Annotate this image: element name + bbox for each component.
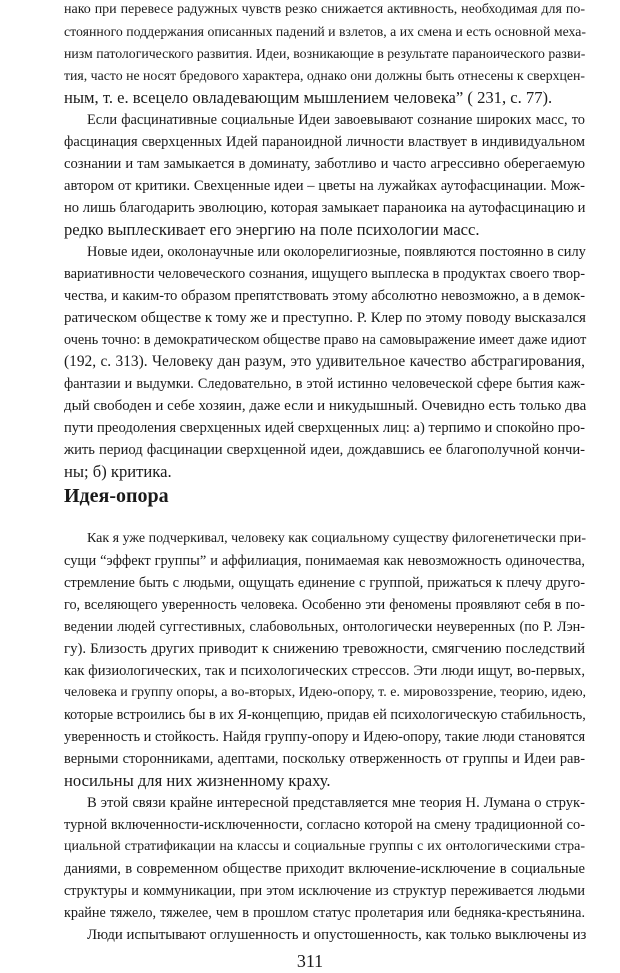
text-line: стремление быть с людьми, ощущать единение с группой, прижаться к плечу друго-: [64, 575, 585, 591]
text-line: (192, с. 313). Человеку дан разум, это удивительное качество абстрагирования,: [64, 353, 585, 370]
text-line: но лишь благодарить эволюцию, которая замыкает параноика на аутофасцинацию и: [64, 200, 586, 216]
text-line: ведении людей суггестивных, слабовольных, онтологически неуверенных (по Р. Лэн-: [64, 619, 585, 635]
text-line: нако при перевесе радужных чувств резко снижается активность, необходимая для по-: [64, 2, 585, 17]
text-line: редко выплескивает его энергию на поле психологии масс.: [64, 220, 480, 239]
text-line: сознании и там замыкается в доминату, заботливо и часто агрессивно оберегаемую: [64, 156, 585, 172]
text-line: очень точно: в демократическом обществе право на самовыражение имеет даже идиот: [64, 332, 587, 348]
text-line: гу). Близость других приводит к снижению тревожности, смягчению последствий: [64, 641, 585, 657]
text-line: даниями, в современном обществе приходит включение-исключение в социальные: [64, 861, 585, 877]
text-line: сущи “эффект группы” и аффилиация, понимаемая как невозможность одиночества,: [64, 553, 585, 569]
text-line: Новые идеи, околонаучные или околорелигиозные, появляются постоянно в силу: [87, 244, 586, 260]
text-line: Люди испытывают оглушенность и опустошенность, как только выключены из: [87, 927, 587, 943]
text-line: дый свободен и себе хозяин, даже если и никудышный. Очевидно есть только два: [64, 398, 587, 414]
text-line: человека и группу опоры, а во-вторых, Идею-опору, т. е. мировоззрение, теорию, идею,: [64, 685, 587, 700]
text-line: ратическом обществе к тому же и преступно. Р. Клер по этому поводу высказался: [64, 310, 586, 326]
text-line: как физиологических, так и психологических стрессов. Эти люди ищут, во-первых,: [64, 663, 585, 679]
text-line: тия, часто не носят бредового характера, однако они должны быть отнесены к сверхцен-: [64, 68, 585, 83]
text-line: ны; б) критика.: [64, 462, 172, 481]
text-line: структуры и коммуникации, при этом исключение из структур переживается людьми: [64, 883, 585, 899]
text-line: турной включенности-исключенности, согласно которой на смену традиционной со-: [64, 817, 585, 833]
text-line: автором от критики. Свехценные идеи – цветы на лужайках аутофасцинации. Мож-: [64, 178, 585, 194]
text-line: Как я уже подчеркивал, человеку как социальному существу филогенетически при-: [87, 531, 587, 546]
text-line: стоянного поддержания описанных падений и взлетов, а их смена и есть основной меха-: [64, 24, 586, 39]
text-line: чества, и каким-то образом препятствовать этому абсолютно невозможно, а в демок-: [64, 288, 585, 304]
text-line: пути преодоления сверхценных идей сверхценных лиц: а) терпимо и спокойно про-: [64, 420, 585, 436]
text-line: которые встроились бы в их Я-концепцию, придав ей психологическую стабильность,: [64, 707, 586, 723]
text-line: носильны для них жизненному краху.: [64, 771, 331, 790]
text-line: фантазии и выдумки. Следовательно, в этой истинно человеческой сфере бытия каж-: [64, 376, 585, 392]
text-line: фасцинация сверхценных Идей параноидной личности властвует в индивидуальном: [64, 134, 585, 150]
text-line: го, вселяющего уверенность человека. Особенно эти феномены проявляют себя в по-: [64, 597, 585, 613]
text-line: В этой связи крайне интересной представляется мне теория Н. Лумана о струк-: [87, 795, 585, 811]
text-line: низм патологического развития. Идеи, возникающие в результате параноического разви-: [64, 46, 586, 61]
text-line: циальной стратификации на классы и социальные группы с их онтологическими стра-: [64, 839, 585, 854]
text-line: уверенность и стойкость. Найдя группу-опору и Идею-опору, такие люди становятся: [64, 729, 586, 745]
page-number: 311: [296, 951, 324, 971]
text-line: жить период фасцинации сверхценной идеи, дождавшись ее благополучной кончи-: [64, 442, 585, 458]
text-line: крайне тяжело, тяжелее, чем в прошлом статус пролетария или бедняка-крестьянина.: [64, 905, 585, 921]
text-line: верными сторонниками, адептами, поскольку отверженность от группы и Идеи рав-: [64, 751, 585, 767]
section-heading: Идея-опора: [64, 485, 169, 507]
text-line: ным, т. е. всецело овладевающим мышлением человека” ( 231, с. 77).: [64, 88, 553, 107]
text-line: вариативности человеческого сознания, ищущего выплеска в продуктах своего твор-: [64, 266, 585, 282]
text-line: Если фасцинативные социальные Идеи завоевывают сознание широких масс, то: [87, 112, 585, 128]
